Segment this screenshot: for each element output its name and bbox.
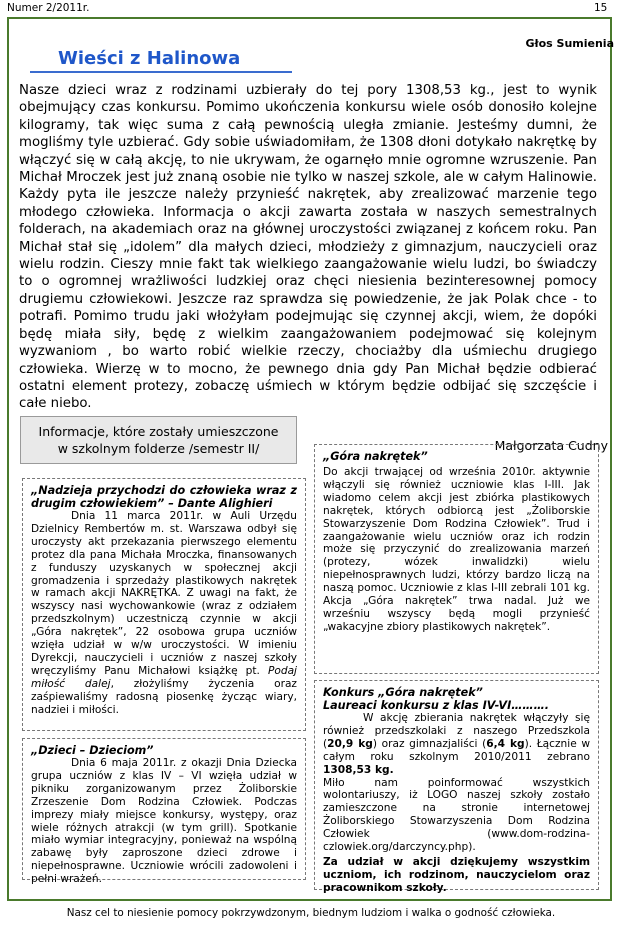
issue-number: Numer 2/2011r. bbox=[7, 2, 90, 14]
konkurs-t1: W akcję zbierania nakrętek włączyły się również przedszkolaki z naszego Przedszkola ( bbox=[323, 712, 590, 750]
info-line-2: w szkolnym folderze /semestr II/ bbox=[57, 441, 260, 456]
konkurs-v1: 20,9 kg bbox=[327, 737, 373, 750]
box-gora-title: „Góra nakrętek” bbox=[323, 450, 428, 463]
konkurs-thanks: Za udział w akcji dziękujemy wszystkim uczniom, ich rodzinom, nauczycielom oraz pracownikom szkoły. bbox=[323, 855, 590, 894]
box-dzieci bbox=[22, 738, 306, 886]
box-konkurs-title: Konkurs „Góra nakrętek” bbox=[323, 686, 483, 699]
box-nadzieja-text bbox=[31, 510, 297, 717]
book-title: Podaj miłość dalej bbox=[31, 664, 297, 690]
title-underline bbox=[30, 71, 292, 73]
box-dzieci-title: „Dzieci – Dzieciom” bbox=[31, 744, 154, 757]
info-line-1: Informacje, które zostały umieszczone bbox=[38, 424, 279, 439]
konkurs-logo-info: Miło nam poinformować wszystkich wolontariuszy, iż LOGO naszej szkoły zostało zamieszczone na stronie internetowej Żoliborskiego Stowarzyszenia Dom Rodzina Człowiek (www.dom-rodzina-czlowiek.org/darczyncy.php). bbox=[323, 776, 590, 854]
page-number: 15 bbox=[594, 2, 608, 14]
nadzieja-text-2: , złożyliśmy życzenia oraz zaśpiewaliśmy radosną piosenkę życząc wiary, nadziei i miłości. bbox=[31, 677, 297, 716]
lead-article: Nasze dzieci wraz z rodzinami uzbierały do tej pory 1308,53 kg., jest to wynik obejmujący czas konkursu. Pomimo ukończenia konkursu wiele osób donosiło kolejne kilogramy, tak więc suma z całą pewnością uległa zmianie. Jesteśmy dumni, że mogliśmy tyle uzbierać. Gdy sobie uświadomiłam, że 1308 dłoni dotykało nakrętkę by włączyć się w całą akcję, to nie ukrywam, że ogarnęło mnie ogromne wzruszenie. Pan Michał Mroczek jest już znaną osobie nie tylko w naszej szkole, ale w całym Halinowie. Każdy pyta ile jeszcze należy przynieść nakrętek, aby zrealizować marzenie tego młodego człowieka. Informacja o akcji zawarta została w naszych semestralnych folderach, na akademiach oraz na głównej uroczystości związanej z końcem roku. Pan Michał stał się „idolem” dla małych dzieci, młodzieży z gimnazjum, nauczycieli oraz wielu rodzin. Cieszy mnie fakt tak wielkiego zaangażowanie wielu ludzi, bo świadczy to o ogromnej wrażliwości ludzkiej oraz chęci niesienia bezinteresownej pomocy drugiemu człowiekowi. Jeszcze raz sprawdza się powiedzenie, że jak Polak chce - to potrafi. Pomimo trudu jaki włożyłam podejmując się czynnej akcji, wiem, że dopóki będę miała siły, będę z wielkim zaangażowaniem podejmować się kolejnym wyzwaniom , bo warto robić wielkie rzeczy, chociażby dla uśmiechu drugiego człowieka. Wierzę w to mocno, że pewnego dnia gdy Pan Michał będzie odbierać ostatni element protezy, zobaczę uśmiech w którym będzie odbijać się szczęście i całe niebo. bbox=[19, 83, 597, 412]
box-konkurs-subtitle: Laureaci konkursu z klas IV-VI………. bbox=[323, 699, 550, 712]
box-nadzieja bbox=[22, 478, 306, 731]
konkurs-v2: 6,4 kg bbox=[486, 737, 525, 750]
box-konkurs bbox=[314, 680, 599, 894]
box-dzieci-text: Dnia 6 maja 2011r. z okazji Dnia Dziecka grupa uczniów z klas IV – VI wzięła udział w pikniku zorganizowanym przez Żoliborskie Zrzeszenie Dom Rodzina Człowiek. Podczas imprezy miały miejsce konkursy, występy, oraz wiele różnych atrakcji (w tym grill). Spotkanie miało wymiar integracyjny, ponieważ na wspólną zabawę były zaproszone dzieci zdrowe i niepełnosprawne. Uczniowie wrócili zadowoleni i pełni wrażeń. bbox=[31, 757, 297, 886]
page-footer: Nasz cel to niesienie pomocy pokrzywdzonym, biednym ludziom i walka o godność człowieka. bbox=[66, 907, 556, 919]
section-title: Wieści z Halinowa bbox=[58, 48, 241, 69]
box-gora-text: Do akcji trwającej od września 2010r. aktywnie włączyli się również uczniowie klas I-III. Jak wiadomo celem akcji jest zbiórka plastikowych nakrętek, których odbiorcą jest „Żoliborskie Stowarzyszenie Dom Rodzina Człowiek”. Trud i zaangażowanie wielu uczniów oraz ich rodzin może się przyczynić do zrealizowania marzeń (protezy, wózek inwalidzki) wielu niepełnosprawnych ludzi, którzy bardzo liczą na naszą pomoc. Uczniowie z klas I-III zebrali 101 kg. Akcja „Góra nakrętek” trwa nadal. Już we wrześniu wszyscy będą mogli przynieść „wakacyjne zbiory plastikowych nakrętek”. bbox=[323, 466, 590, 633]
konkurs-t2: ) oraz gimnazjaliści ( bbox=[372, 737, 487, 750]
box-nadzieja-title: „Nadzieja przychodzi do człowieka wraz z drugim człowiekiem” – Dante Alighieri bbox=[31, 484, 297, 510]
article-author: Małgorzata Cudny bbox=[494, 438, 608, 453]
konkurs-v3: 1308,53 kg. bbox=[323, 763, 394, 776]
box-gora bbox=[314, 444, 599, 674]
box-konkurs-text bbox=[323, 712, 590, 777]
masthead: Głos Sumienia bbox=[525, 37, 614, 50]
konkurs-t3: ). Łącznie w całym roku szkolnym 2010/2011 zebrano bbox=[323, 737, 591, 763]
folder-info-box bbox=[20, 416, 297, 464]
nadzieja-text-1: Dnia 11 marca 2011r. w Auli Urzędu Dzielnicy Rembertów m. st. Warszawa odbył się uroczysty akt przekazania pierwszego elementu protez dla pana Michała Mroczka, finansowanych z funduszy uzyskanych w społecznej akcji gromadzenia i sprzedaży plastikowych nakrętek w ramach akcji NAKRĘTKA. Z uwagi na fakt, że wszyscy nasi wychowankowie (wraz z odziałem przedszkolnym) uczestniczą czynnie w akcji „Góra nakrętek”, 22 osobowa grupa uczniów wzięła udział w w/w uroczystości. W imieniu Dyrekcji, nauczycieli i uczniów z naszej szkoły wręczyliśmy Panu Michałowi książkę pt. bbox=[31, 510, 297, 677]
